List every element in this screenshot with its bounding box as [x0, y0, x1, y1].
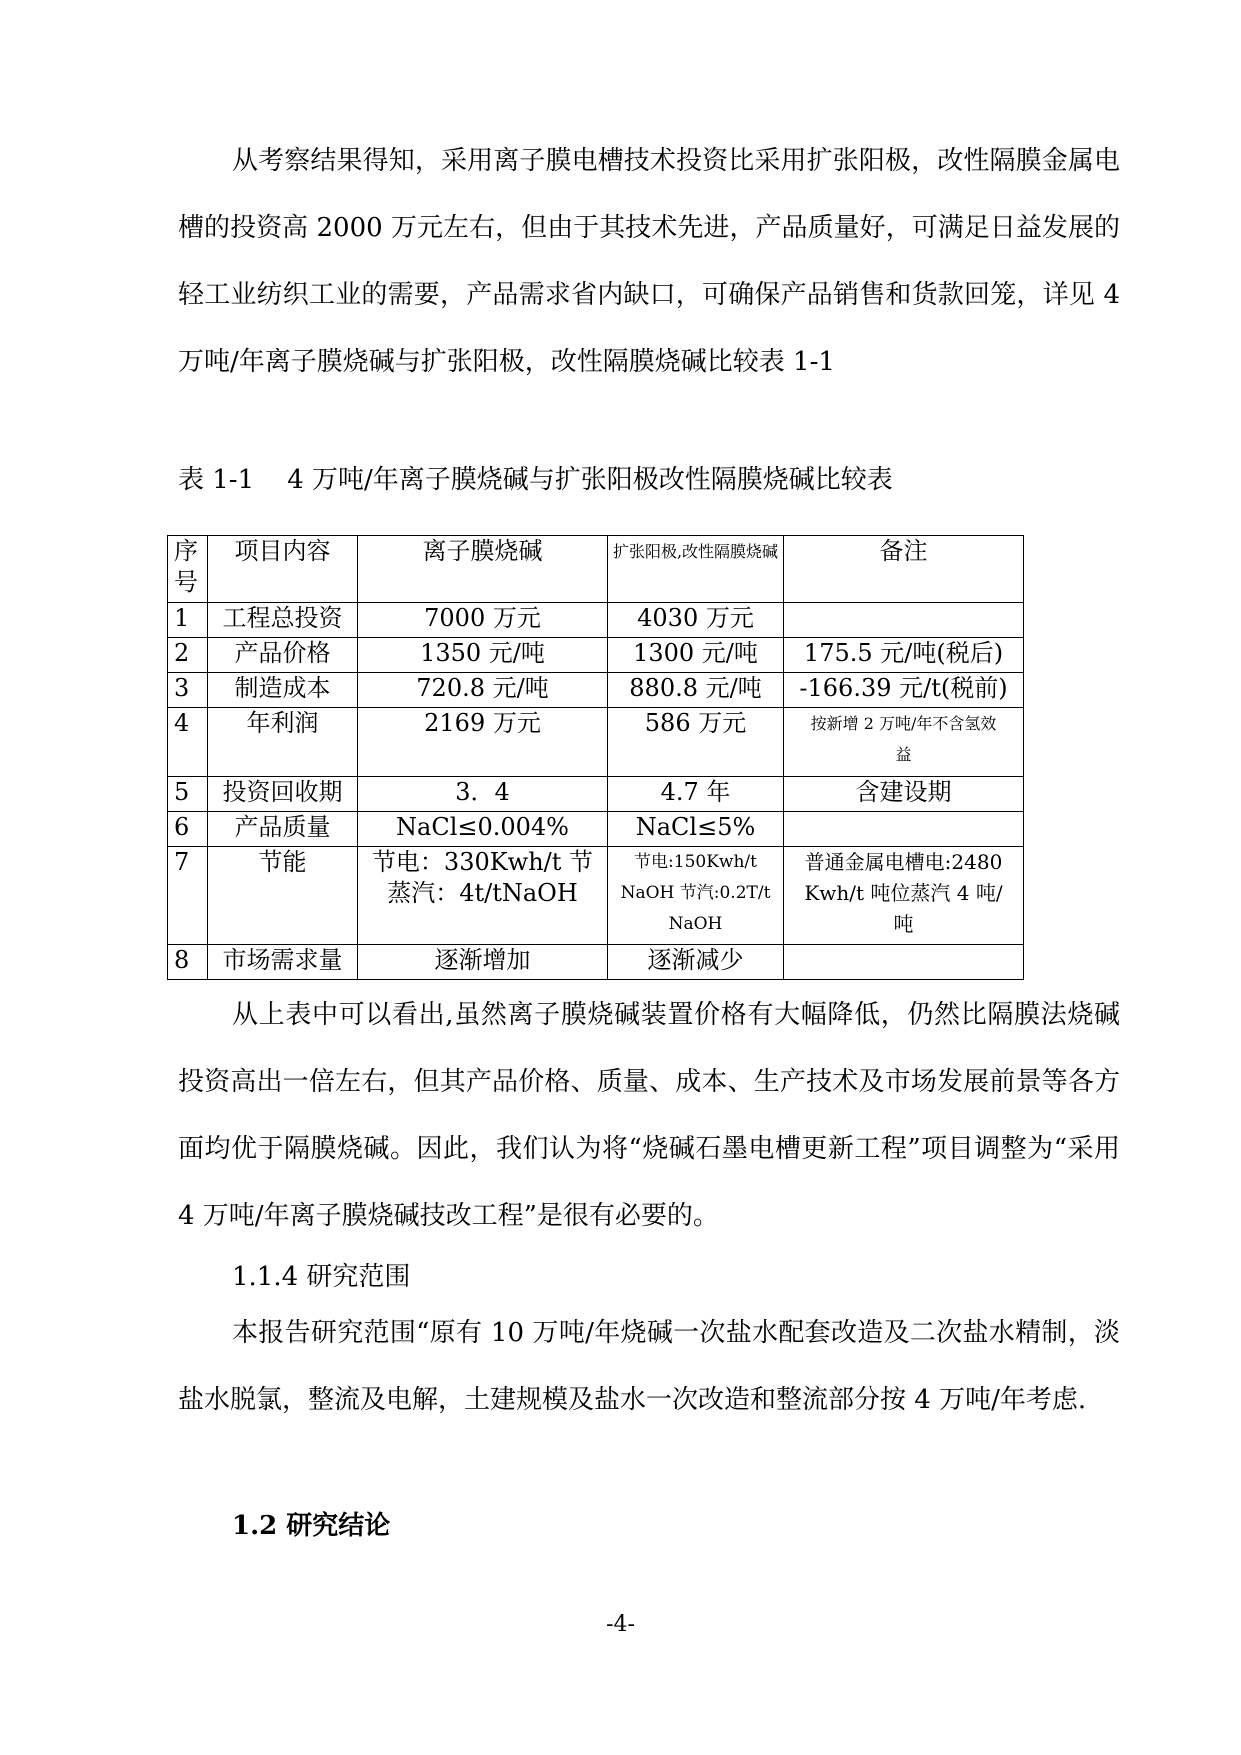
intro-paragraph: 从考察结果得知，采用离子膜电槽技术投资比采用扩张阳极，改性隔膜金属电槽的投资高 2000 万元左右，但由于其技术先进，产品质量好，可满足日益发展的轻工业纺织工业的需要，产品需求省内缺口，可确保产品销售和货款回笼，详见 4 万吨/年离子膜烧碱与扩张阳极，改性隔膜烧碱比较表 1-1: [178, 146, 1120, 377]
table-caption: 表 1-1 4 万吨/年离子膜烧碱与扩张阳极改性隔膜烧碱比较表: [178, 465, 893, 495]
page-number: -4-: [606, 1612, 635, 1637]
header-cell: 离子膜烧碱: [358, 536, 608, 603]
table-cell: 175.5 元/吨(税后): [784, 638, 1024, 673]
table-cell: 1350 元/吨: [358, 638, 608, 673]
table-cell: 产品质量: [208, 812, 358, 847]
table-cell: 2169 万元: [358, 708, 608, 777]
table-cell: 制造成本: [208, 673, 358, 708]
section-heading-1-2: 1.2 研究结论: [232, 1511, 391, 1541]
table-cell: NaCl≤0.004%: [358, 812, 608, 847]
table-cell: 4: [168, 708, 208, 777]
table-cell: 3: [168, 673, 208, 708]
table-cell: 逐渐减少: [608, 945, 784, 980]
table-row: [168, 847, 1024, 945]
table-cell: 3．4: [358, 777, 608, 812]
table-row: [168, 777, 1024, 812]
header-cell: 备注: [784, 536, 1024, 603]
table-cell: 586 万元: [608, 708, 784, 777]
table-cell: 工程总投资: [208, 603, 358, 638]
table-cell: 节能: [208, 847, 358, 945]
table-cell: [784, 945, 1024, 980]
table-cell: 720.8 元/吨: [358, 673, 608, 708]
table-header-row: [168, 536, 1024, 603]
table-cell: 6: [168, 812, 208, 847]
header-cell: 项目内容: [208, 536, 358, 603]
scope-paragraph: 本报告研究范围“原有 10 万吨/年烧碱一次盐水配套改造及二次盐水精制，淡盐水脱氯，整流及电解，土建规模及盐水一次改造和整流部分按 4 万吨/年考虑.: [178, 1318, 1120, 1415]
header-cell: 序号: [168, 536, 208, 603]
table-cell: 7: [168, 847, 208, 945]
table-row: [168, 638, 1024, 673]
table-cell: 1300 元/吨: [608, 638, 784, 673]
table-cell: 5: [168, 777, 208, 812]
table-row: [168, 945, 1024, 980]
table-cell: 8: [168, 945, 208, 980]
analysis-paragraph: 从上表中可以看出,虽然离子膜烧碱装置价格有大幅降低，仍然比隔膜法烧碱投资高出一倍左右，但其产品价格、质量、成本、生产技术及市场发展前景等各方面均优于隔膜烧碱。因此，我们认为将“烧碱石墨电槽更新工程”项目调整为“采用 4 万吨/年离子膜烧碱技改工程”是很有必要的。: [178, 1000, 1120, 1231]
table-row: [168, 708, 1024, 777]
table-cell: 节电：330Kwh/t 节蒸汽：4t/tNaOH: [358, 847, 608, 945]
comparison-table: [167, 535, 1024, 980]
section-heading-1-1-4: 1.1.4 研究范围: [232, 1262, 411, 1292]
table-cell: 含建设期: [784, 777, 1024, 812]
table-cell: 逐渐增加: [358, 945, 608, 980]
table-cell: 普通金属电槽电:2480 Kwh/t 吨位蒸汽 4 吨/吨: [784, 847, 1024, 945]
table-cell: 4.7 年: [608, 777, 784, 812]
table-cell: 1: [168, 603, 208, 638]
table-cell: [784, 603, 1024, 638]
table-cell: -166.39 元/t(税前): [784, 673, 1024, 708]
table-cell: 市场需求量: [208, 945, 358, 980]
table-cell: 7000 万元: [358, 603, 608, 638]
table-cell: 880.8 元/吨: [608, 673, 784, 708]
table-cell: [784, 812, 1024, 847]
table-cell: 2: [168, 638, 208, 673]
table-cell: 投资回收期: [208, 777, 358, 812]
table-cell: 节电:150Kwh/t NaOH 节汽:0.2T/t NaOH: [608, 847, 784, 945]
table-cell: 按新增 2 万吨/年不含氢效益: [784, 708, 1024, 777]
table-cell: 4030 万元: [608, 603, 784, 638]
table-cell: 年利润: [208, 708, 358, 777]
table-cell: NaCl≤5%: [608, 812, 784, 847]
header-cell: 扩张阳极,改性隔膜烧碱: [608, 536, 784, 603]
table-row: [168, 812, 1024, 847]
table-row: [168, 673, 1024, 708]
table-cell: 产品价格: [208, 638, 358, 673]
table-row: [168, 603, 1024, 638]
